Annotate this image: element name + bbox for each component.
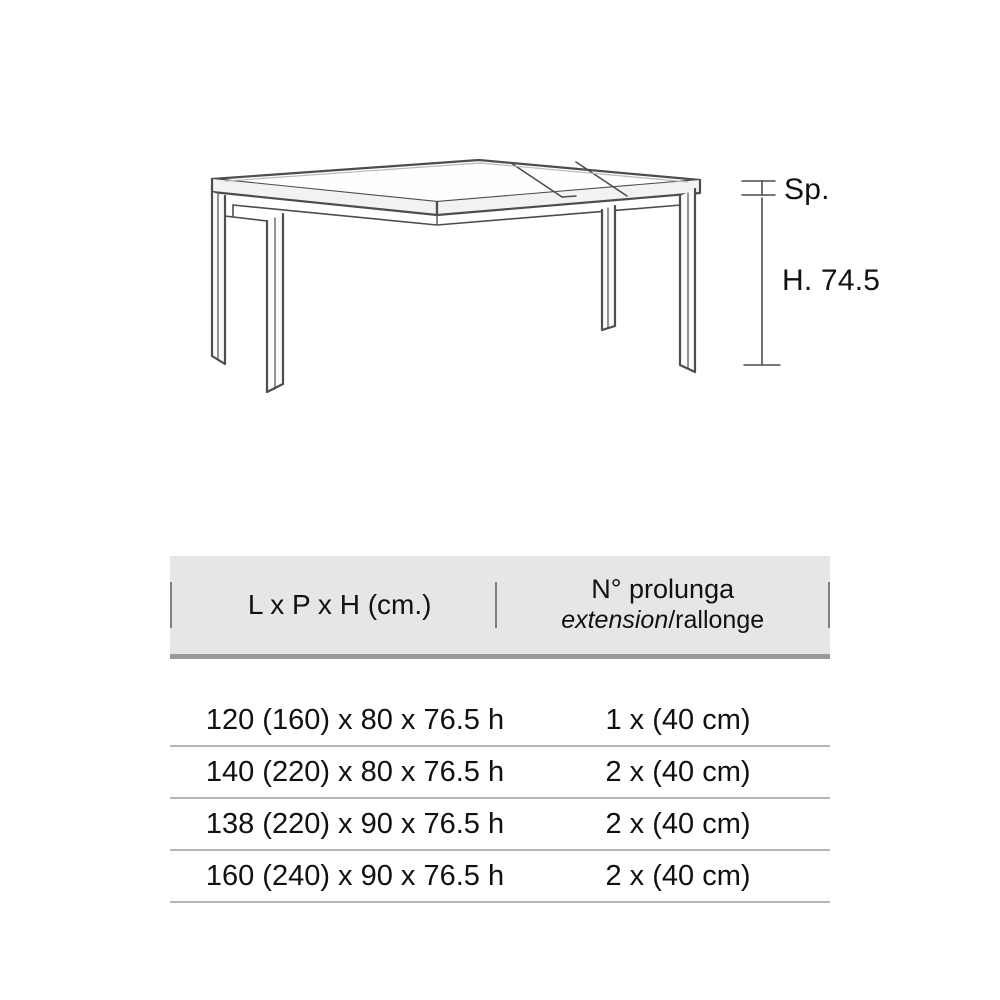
- height-dimension-label: H. 74.5: [782, 264, 881, 297]
- cell-size: 160 (240) x 90 x 76.5 h: [205, 859, 505, 892]
- cell-size: 138 (220) x 90 x 76.5 h: [205, 807, 505, 840]
- cell-extension: 2 x (40 cm): [605, 807, 751, 840]
- specifications-table: [170, 556, 830, 903]
- table-row: [170, 799, 830, 851]
- cell-extension: 1 x (40 cm): [605, 703, 751, 736]
- thickness-dimension-label: Sp.: [784, 173, 830, 206]
- table-row: [170, 747, 830, 799]
- cell-size: 140 (220) x 80 x 76.5 h: [205, 755, 505, 788]
- header-cell-size: [172, 588, 495, 621]
- header-extension-italic: extension: [561, 606, 669, 635]
- cell-size: 120 (160) x 80 x 76.5 h: [205, 703, 505, 736]
- header-extension-label-it: N° prolunga: [591, 574, 735, 605]
- header-size-label: L x P x H (cm.): [247, 589, 432, 621]
- header-extension-rest: /rallonge: [668, 606, 765, 635]
- table-row: [170, 695, 830, 747]
- cell-extension: 2 x (40 cm): [605, 755, 751, 788]
- header-extension-label-en-fr: [497, 606, 828, 636]
- header-divider-right: [828, 582, 830, 628]
- table-body: [170, 659, 830, 903]
- table-row: [170, 851, 830, 903]
- header-cell-extension: [497, 574, 828, 635]
- table-header-row: [170, 556, 830, 654]
- cell-extension: 2 x (40 cm): [605, 859, 751, 892]
